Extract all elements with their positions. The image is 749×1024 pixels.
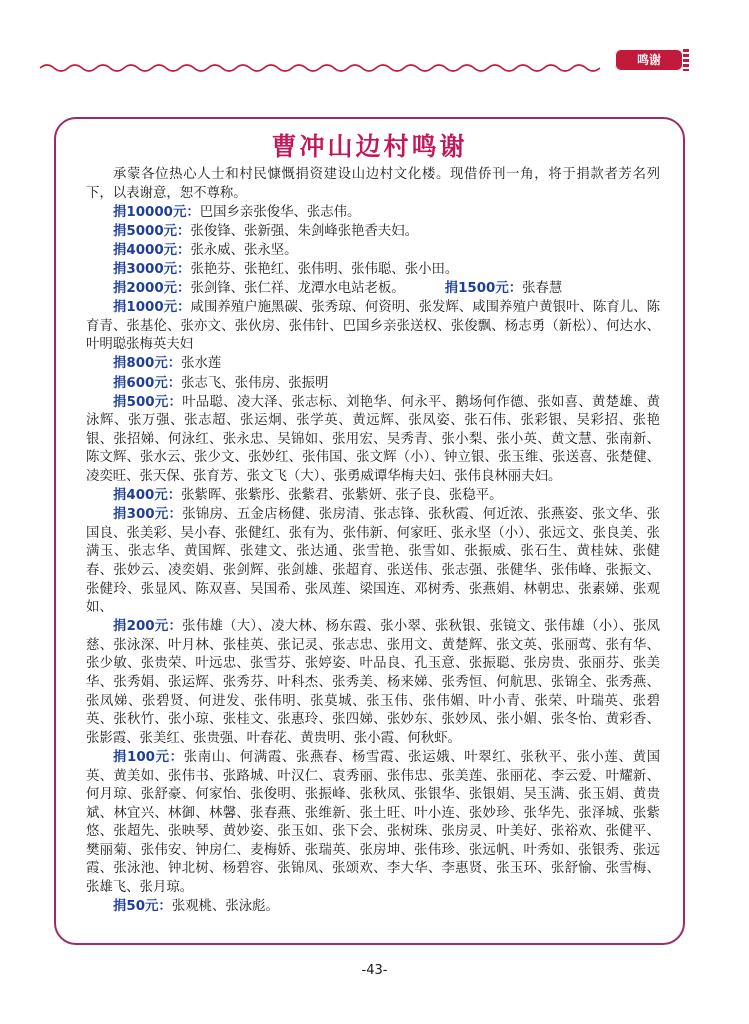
donation-amount: 捐500元： <box>113 394 183 410</box>
donation-entry <box>86 394 660 487</box>
donor-names: 张观桃、张泳彪。 <box>171 899 279 915</box>
donor-names: 张志飞、张伟房、张振明 <box>181 375 329 391</box>
donor-names: 张艳芬、张艳红、张伟明、张伟聪、张小田。 <box>190 261 459 277</box>
donor-names: 张水莲 <box>181 356 222 372</box>
intro-paragraph: 承蒙各位热心人士和村民慷慨捐资建设山边村文化楼。现借侨刊一角，将于捐款者芳名列下，以表谢意，恕不尊称。 <box>86 167 660 201</box>
donation-amount: 捐50元： <box>113 899 172 915</box>
donor-names: 张紫晖、张紫彤、张紫君、张紫妍、张子良、张稳平。 <box>181 488 503 504</box>
donation-amount: 捐3000元： <box>113 261 191 277</box>
section-tab <box>615 49 683 71</box>
donation-entry <box>86 375 660 394</box>
article-body <box>86 166 660 917</box>
page-title: 曹冲山边村鸣谢 <box>271 132 468 161</box>
donation-amount: 捐300元： <box>113 507 183 523</box>
donation-list <box>86 204 660 917</box>
decorative-wave-line <box>40 60 600 76</box>
donation-amount: 捐400元： <box>113 488 182 504</box>
donation-entry <box>86 261 660 280</box>
donation-amount: 捐1000元： <box>113 300 191 316</box>
section-label: 鸣谢 <box>636 53 661 67</box>
donation-amount: 捐5000元： <box>113 223 191 239</box>
donor-names: 张永威、张永坚。 <box>190 242 298 258</box>
donation-entry <box>86 506 660 618</box>
donation-amount: 捐4000元： <box>113 242 191 258</box>
donor-names: 张南山、何满霞、张燕春、杨雪霞、张运娥、叶翠红、张秋平、张小莲、黄国英、黄美如、张伟书、张路城、叶汉仁、袁秀丽、张伟忠、张美莲、张丽花、李云爱、叶耀新、何月琼、张舒豪、何家怡、张俊明、张振峰、张秋凤、张银华、张银娟、吴玉满、张玉娟、黄贵斌、林宜兴、林御、林馨、张春燕、张维新、张土旺、叶小连、张妙珍、张华先、张泽城、张紫悠、张超先、张映琴、黄妙姿、张玉如、张下会、张树珠、张房灵、叶美好、张裕欢、张健平、樊丽菊、张伟安、钟房仁、麦梅娇、张瑞英、张房坤、张伟珍、张远帆、叶秀如、张银秀、张远霞、张泳池、钟北树、杨碧容、张锦凤、张颂欢、李大华、李惠贤、张玉环、张舒愉、张雪梅、张雄飞、张月琼。 <box>86 749 661 896</box>
donor-names: 张伟雄（大）、凌大林、杨东霞、张小翠、张秋银、张镜文、张伟雄（小）、张凤慈、张泳深、叶月林、张桂英、张记灵、张志忠、张用文、黄楚辉、张文英、张丽莺、张有华、张少敏、张贵荣、叶远忠、张雪芬、张婷姿、叶品良、孔玉意、张振聪、张房贵、张丽芬、张美华、张秀娟、张运辉、张秀芬、叶科杰、张秀美、杨来娣、张秀恒、何航思、张锦全、张秀燕、张凤娣、张碧贤、何进发、张伟明、张莫城、张玉伟、张伟媚、叶小青、张荣、叶瑞英、张碧英、张秋竹、张小琼、张桂文、张惠玲、张四娣、张妙东、张妙凤、张小媚、张冬怡、黄彩香、张影霞、张美红、张贵强、叶春花、黄贵明、张小霞、何秋虾。 <box>86 619 660 746</box>
donation-amount: 捐600元： <box>113 375 182 391</box>
donation-entry <box>86 280 660 299</box>
donation-entry <box>86 223 660 242</box>
donation-entry <box>86 355 660 374</box>
donation-entry <box>86 242 660 261</box>
donation-amount: 捐200元： <box>113 619 183 635</box>
donation-amount: 捐1500元： <box>444 281 523 297</box>
donor-names: 张俊锋、张新强、朱剑峰张艳香夫妇。 <box>190 223 419 239</box>
donor-names: 咸围养殖户施黑碳、张秀琼、何资明、张发辉、咸围养殖户黄银叶、陈育儿、陈育青、张基伦、张亦文、张伙房、张伟针、巴国乡亲张送权、张俊飘、杨志勇（新松）、何达水、叶明聪张梅英夫妇 <box>86 300 660 353</box>
donation-entry <box>86 898 660 917</box>
donor-names: 张剑锋、张仁祥、龙潭水电站老板。 <box>190 281 405 297</box>
donation-entry <box>86 204 660 223</box>
donor-names: 张锦房、五金店杨健、张房清、张志锋、张秋霞、何近浓、张燕姿、张文华、张国良、张美彩、吴小春、张健红、张有为、张伟新、何家旺、张永坚（小）、张远文、张良美、张满玉、张志华、黄国辉、张建文、张达通、张雪艳、张雪如、张振威、张石生、黄桂妹、张健春、张妙云、凌奕娟、张剑辉、张剑雄、张超育、张送伟、张志强、张健华、张伟峰、张振文、张健玲、张显风、陈双喜、吴国希、张凤莲、梁国连、邓树秀、张燕娟、林朝忠、张素娣、张观如、 <box>86 507 661 616</box>
donation-entry <box>86 749 660 898</box>
donation-amount: 捐100元： <box>113 749 184 765</box>
donation-amount: 捐10000元： <box>113 204 200 220</box>
page-number: -43- <box>361 963 388 978</box>
donation-entry <box>86 618 660 748</box>
donor-names: 张春慧 <box>522 281 563 297</box>
donation-amount: 捐2000元： <box>113 281 191 297</box>
tab-edge-decoration <box>683 49 689 71</box>
donation-entry <box>86 487 660 506</box>
donor-names: 叶品聪、凌大泽、张志标、刘艳华、何永平、鹅场何作德、张如喜、黄楚雄、黄泳辉、张万强、张志超、张运炯、张学英、黄远辉、张凤姿、张石伟、张彩银、吴彩招、张艳银、张招娣、何泳红、张永忠、吴锦如、张用宏、吴秀青、张小梨、张小英、黄文慧、张南新、陈文辉、张水云、张少文、张妙红、张伟国、张文辉（小）、钟立银、张玉维、张送喜、张楚健、凌奕旺、张天保、张育芳、张文飞（大）、张勇威谭华梅夫妇、张伟良林丽夫妇。 <box>86 394 661 484</box>
donation-entry <box>86 299 660 355</box>
donor-names: 巴国乡亲张俊华、张志伟。 <box>199 204 361 220</box>
donation-amount: 捐800元： <box>113 356 182 372</box>
